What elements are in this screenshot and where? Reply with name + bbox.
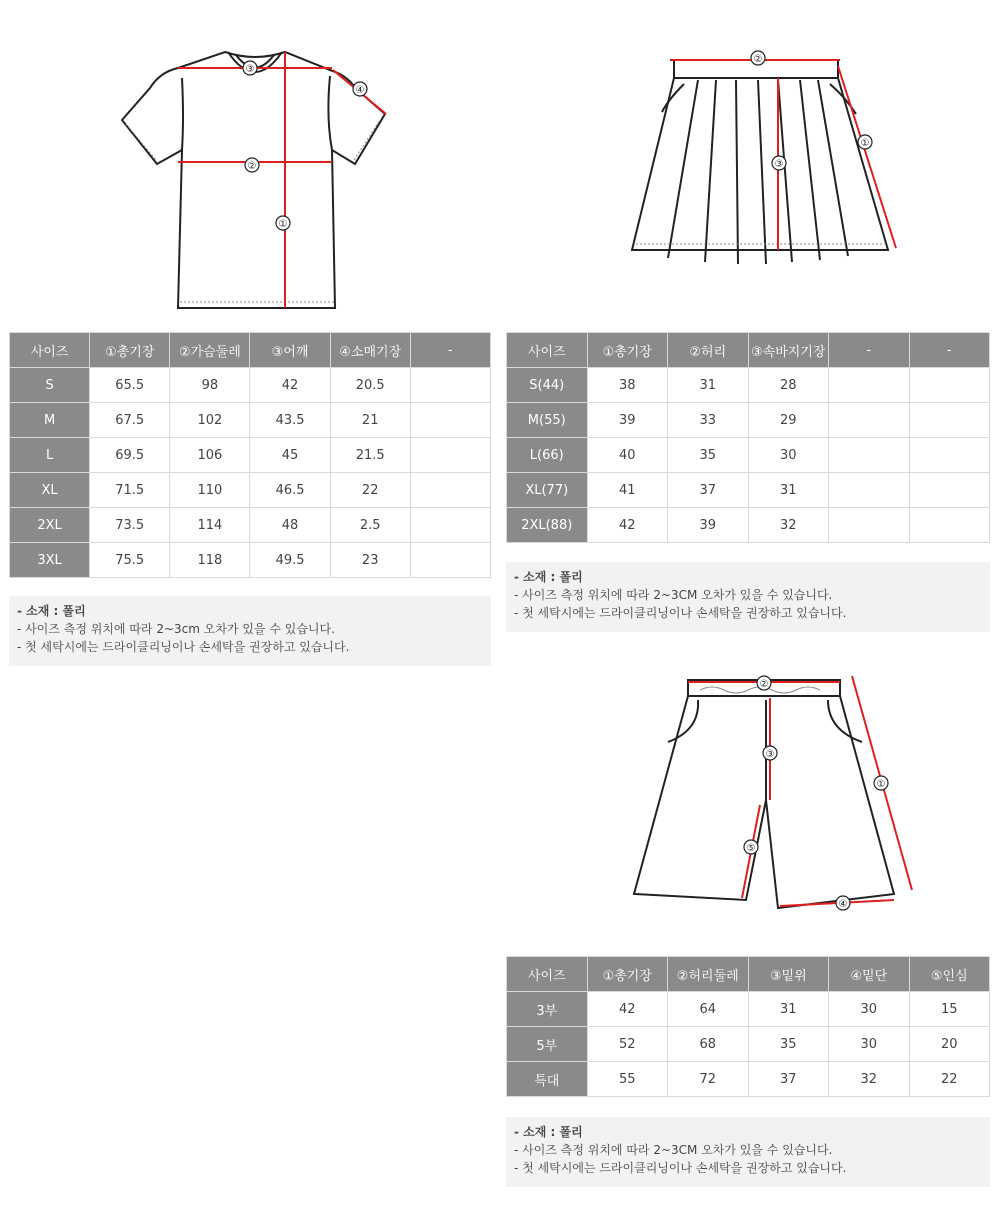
marker-1: ① — [860, 138, 870, 149]
table-cell: 69.5 — [90, 438, 170, 473]
table-cell: 48 — [250, 508, 330, 543]
table-cell — [909, 473, 990, 508]
table-cell: 31 — [668, 368, 749, 403]
skirt-notes — [506, 562, 990, 632]
table-cell — [909, 508, 990, 543]
skirt-size-table — [506, 332, 990, 543]
cell-size: XL — [10, 473, 90, 508]
header-empty: - — [829, 333, 910, 368]
table-cell: 40 — [587, 438, 668, 473]
table-cell: 42 — [587, 508, 668, 543]
table-cell: 55 — [587, 1062, 668, 1097]
table-cell: 98 — [170, 368, 250, 403]
shorts-illustration — [625, 665, 920, 915]
cell-size: L — [10, 438, 90, 473]
table-cell: 35 — [748, 1027, 829, 1062]
table-cell — [829, 368, 910, 403]
table-cell — [410, 543, 490, 578]
table-cell: 32 — [748, 508, 829, 543]
table-cell — [410, 473, 490, 508]
table-cell: 20.5 — [330, 368, 410, 403]
cell-size: L(66) — [507, 438, 588, 473]
header-total-length: ①총기장 — [587, 957, 668, 992]
table-cell: 28 — [748, 368, 829, 403]
table-row — [507, 1027, 990, 1062]
table-cell: 118 — [170, 543, 250, 578]
table-cell — [829, 473, 910, 508]
cell-size: M — [10, 403, 90, 438]
table-cell — [909, 368, 990, 403]
marker-4: ④ — [355, 85, 365, 96]
table-cell — [829, 438, 910, 473]
header-inseam: ⑤인심 — [909, 957, 990, 992]
table-cell: 42 — [587, 992, 668, 1027]
table-cell: 46.5 — [250, 473, 330, 508]
header-size: 사이즈 — [507, 333, 588, 368]
table-cell: 37 — [668, 473, 749, 508]
header-sleeve: ④소매기장 — [330, 333, 410, 368]
table-cell: 21 — [330, 403, 410, 438]
header-inner-shorts-length: ③속바지기장 — [748, 333, 829, 368]
cell-size: 3부 — [507, 992, 588, 1027]
table-row — [507, 508, 990, 543]
table-cell: 31 — [748, 473, 829, 508]
header-size: 사이즈 — [507, 957, 588, 992]
table-row — [10, 438, 491, 473]
cell-size: 2XL — [10, 508, 90, 543]
shorts-size-table — [506, 956, 990, 1097]
table-cell — [909, 438, 990, 473]
cell-size: M(55) — [507, 403, 588, 438]
table-cell: 22 — [909, 1062, 990, 1097]
table-cell: 114 — [170, 508, 250, 543]
note-washing: - 첫 세탁시에는 드라이클리닝이나 손세탁을 권장하고 있습니다. — [17, 640, 350, 654]
note-washing: - 첫 세탁시에는 드라이클리닝이나 손세탁을 권장하고 있습니다. — [514, 606, 847, 620]
header-waist: ②허리둘레 — [668, 957, 749, 992]
cell-size: 특대 — [507, 1062, 588, 1097]
table-row — [507, 403, 990, 438]
header-empty: - — [410, 333, 490, 368]
note-washing: - 첫 세탁시에는 드라이클리닝이나 손세탁을 권장하고 있습니다. — [514, 1161, 847, 1175]
marker-2: ② — [753, 54, 763, 65]
marker-3: ③ — [765, 749, 775, 760]
cell-size: 3XL — [10, 543, 90, 578]
marker-1: ① — [278, 219, 288, 230]
table-cell: 30 — [748, 438, 829, 473]
header-size: 사이즈 — [10, 333, 90, 368]
table-cell: 71.5 — [90, 473, 170, 508]
header-rise: ③밑위 — [748, 957, 829, 992]
table-cell: 33 — [668, 403, 749, 438]
note-tolerance: - 사이즈 측정 위치에 따라 2~3cm 오차가 있을 수 있습니다. — [17, 622, 335, 636]
table-cell: 72 — [668, 1062, 749, 1097]
marker-3: ③ — [245, 64, 255, 75]
tshirt-illustration — [110, 40, 410, 320]
cell-size: S(44) — [507, 368, 588, 403]
table-row — [10, 368, 491, 403]
header-total-length: ①총기장 — [90, 333, 170, 368]
table-row — [10, 543, 491, 578]
shorts-notes — [506, 1117, 990, 1187]
table-cell: 65.5 — [90, 368, 170, 403]
table-cell: 75.5 — [90, 543, 170, 578]
cell-size: XL(77) — [507, 473, 588, 508]
table-cell: 68 — [668, 1027, 749, 1062]
table-cell — [410, 403, 490, 438]
marker-1: ① — [876, 779, 886, 790]
tshirt-notes — [9, 596, 491, 666]
table-row — [10, 473, 491, 508]
table-cell: 110 — [170, 473, 250, 508]
table-cell: 32 — [829, 1062, 910, 1097]
table-row — [507, 473, 990, 508]
table-cell: 37 — [748, 1062, 829, 1097]
table-cell — [410, 508, 490, 543]
table-cell: 52 — [587, 1027, 668, 1062]
marker-3: ③ — [774, 159, 784, 170]
table-row — [507, 992, 990, 1027]
table-cell: 39 — [668, 508, 749, 543]
table-cell: 31 — [748, 992, 829, 1027]
header-waist: ②허리 — [668, 333, 749, 368]
table-cell: 22 — [330, 473, 410, 508]
header-total-length: ①총기장 — [587, 333, 668, 368]
note-material: - 소재 : 폴리 — [17, 604, 86, 618]
table-cell: 20 — [909, 1027, 990, 1062]
table-cell: 30 — [829, 1027, 910, 1062]
table-cell: 2.5 — [330, 508, 410, 543]
header-shoulder: ③어깨 — [250, 333, 330, 368]
marker-2: ② — [247, 161, 257, 172]
table-cell: 106 — [170, 438, 250, 473]
table-row — [507, 368, 990, 403]
table-cell — [909, 403, 990, 438]
table-cell: 49.5 — [250, 543, 330, 578]
note-tolerance: - 사이즈 측정 위치에 따라 2~3CM 오차가 있을 수 있습니다. — [514, 588, 833, 602]
tshirt-size-table — [9, 332, 491, 578]
header-chest: ②가슴둘레 — [170, 333, 250, 368]
table-cell: 41 — [587, 473, 668, 508]
note-material: - 소재 : 폴리 — [514, 570, 583, 584]
table-cell: 23 — [330, 543, 410, 578]
marker-2: ② — [759, 679, 769, 690]
table-cell: 38 — [587, 368, 668, 403]
skirt-illustration — [620, 45, 910, 270]
cell-size: S — [10, 368, 90, 403]
marker-4: ④ — [838, 899, 848, 910]
table-cell: 42 — [250, 368, 330, 403]
table-cell: 15 — [909, 992, 990, 1027]
table-cell: 29 — [748, 403, 829, 438]
cell-size: 2XL(88) — [507, 508, 588, 543]
table-cell: 43.5 — [250, 403, 330, 438]
table-cell — [410, 438, 490, 473]
table-row — [507, 438, 990, 473]
header-empty: - — [909, 333, 990, 368]
table-cell: 67.5 — [90, 403, 170, 438]
table-cell — [829, 508, 910, 543]
table-row — [507, 1062, 990, 1097]
table-cell: 73.5 — [90, 508, 170, 543]
cell-size: 5부 — [507, 1027, 588, 1062]
table-row — [10, 403, 491, 438]
table-header-row — [507, 333, 990, 368]
table-cell — [829, 403, 910, 438]
table-cell: 30 — [829, 992, 910, 1027]
header-hem: ④밑단 — [829, 957, 910, 992]
table-cell: 64 — [668, 992, 749, 1027]
table-cell: 102 — [170, 403, 250, 438]
table-header-row — [507, 957, 990, 992]
marker-5: ⑤ — [746, 843, 756, 854]
table-cell: 45 — [250, 438, 330, 473]
table-row — [10, 508, 491, 543]
note-material: - 소재 : 폴리 — [514, 1125, 583, 1139]
table-header-row — [10, 333, 491, 368]
table-cell: 39 — [587, 403, 668, 438]
note-tolerance: - 사이즈 측정 위치에 따라 2~3CM 오차가 있을 수 있습니다. — [514, 1143, 833, 1157]
table-cell: 35 — [668, 438, 749, 473]
table-cell — [410, 368, 490, 403]
table-cell: 21.5 — [330, 438, 410, 473]
